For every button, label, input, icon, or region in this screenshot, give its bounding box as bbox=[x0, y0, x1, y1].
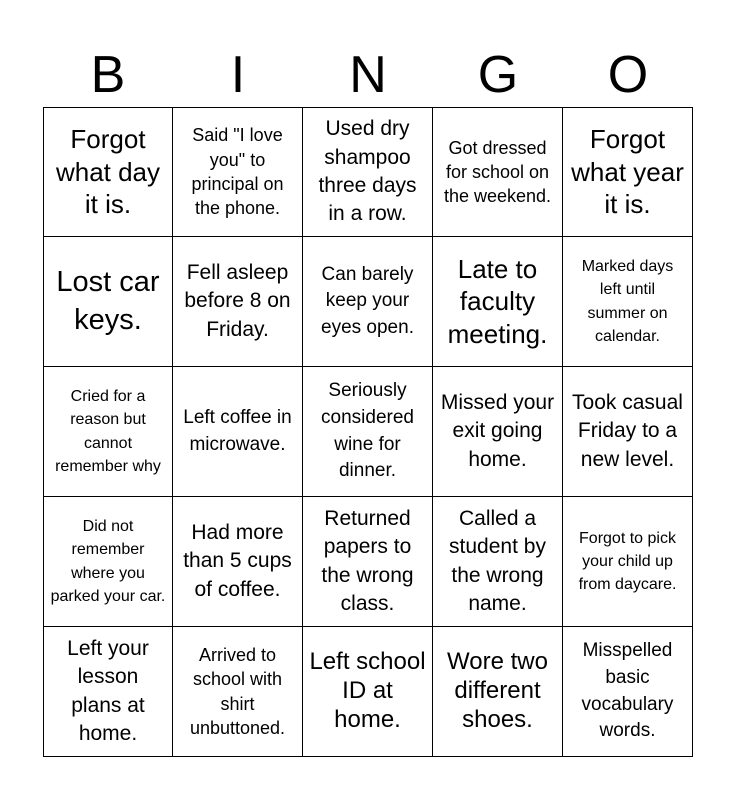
cell-text: Did not remember where you parked your car. bbox=[50, 518, 166, 605]
bingo-cell[interactable] bbox=[173, 627, 303, 757]
cell-text: Used dry shampoo three days in a row. bbox=[318, 117, 417, 226]
bingo-cell[interactable] bbox=[43, 237, 173, 367]
cell-text: Cried for a reason but cannot remember why bbox=[55, 388, 161, 475]
cell-text: Got dressed for school on the weekend. bbox=[443, 137, 552, 207]
bingo-cell[interactable] bbox=[433, 237, 563, 367]
bingo-cell[interactable] bbox=[43, 627, 173, 757]
cell-text: Late to faculty meeting. bbox=[447, 253, 548, 349]
bingo-cell[interactable] bbox=[173, 497, 303, 627]
bingo-cell[interactable] bbox=[563, 107, 693, 237]
bingo-cell[interactable] bbox=[173, 237, 303, 367]
bingo-cell[interactable] bbox=[303, 107, 433, 237]
cell-text: Can barely keep your eyes open. bbox=[321, 263, 414, 338]
bingo-cell[interactable] bbox=[433, 107, 563, 237]
cell-text: Called a student by the wrong name. bbox=[449, 506, 546, 615]
cell-text: Forgot to pick your child up from daycare. bbox=[578, 529, 677, 594]
bingo-board bbox=[43, 107, 693, 757]
cell-text: Arrived to school with shirt unbuttoned. bbox=[189, 644, 286, 738]
cell-text: Had more than 5 cups of coffee. bbox=[183, 520, 292, 601]
bingo-cell[interactable] bbox=[303, 497, 433, 627]
bingo-cell[interactable] bbox=[303, 237, 433, 367]
cell-text: Forgot what day it is. bbox=[55, 124, 161, 220]
cell-text: Left coffee in microwave. bbox=[183, 406, 292, 455]
cell-text: Missed your exit going home. bbox=[440, 390, 555, 471]
bingo-cell[interactable] bbox=[173, 367, 303, 497]
bingo-cell[interactable] bbox=[433, 627, 563, 757]
bingo-cell[interactable] bbox=[173, 107, 303, 237]
header-letter-b: B bbox=[90, 46, 126, 104]
cell-text: Lost car keys. bbox=[56, 265, 160, 336]
header-letter-i: I bbox=[230, 46, 246, 104]
cell-text: Misspelled basic vocabulary words. bbox=[581, 640, 674, 742]
bingo-cell[interactable] bbox=[303, 627, 433, 757]
cell-text: Forgot what year it is. bbox=[571, 124, 684, 220]
bingo-cell[interactable] bbox=[563, 497, 693, 627]
cell-text: Seriously considered wine for dinner. bbox=[321, 380, 414, 482]
bingo-header bbox=[43, 44, 693, 106]
cell-text: Left your lesson plans at home. bbox=[67, 636, 149, 745]
cell-text: Wore two different shoes. bbox=[447, 648, 548, 733]
bingo-cell[interactable] bbox=[43, 367, 173, 497]
cell-text: Said "I love you" to principal on the phone. bbox=[191, 125, 284, 219]
header-letter-o: O bbox=[607, 46, 649, 104]
header-letter-g: G bbox=[477, 46, 519, 104]
bingo-cell[interactable] bbox=[563, 627, 693, 757]
bingo-cell[interactable] bbox=[433, 497, 563, 627]
cell-text: Took casual Friday to a new level. bbox=[572, 390, 683, 471]
bingo-cell[interactable] bbox=[43, 107, 173, 237]
cell-text: Returned papers to the wrong class. bbox=[321, 506, 414, 615]
cell-text: Marked days left until summer on calendar. bbox=[581, 258, 674, 345]
cell-text: Left school ID at home. bbox=[309, 648, 426, 733]
cell-text: Fell asleep before 8 on Friday. bbox=[184, 260, 291, 341]
bingo-cell[interactable] bbox=[433, 367, 563, 497]
bingo-cell[interactable] bbox=[563, 367, 693, 497]
bingo-cell[interactable] bbox=[563, 237, 693, 367]
bingo-cell[interactable] bbox=[303, 367, 433, 497]
bingo-cell[interactable] bbox=[43, 497, 173, 627]
header-letter-n: N bbox=[349, 46, 387, 104]
